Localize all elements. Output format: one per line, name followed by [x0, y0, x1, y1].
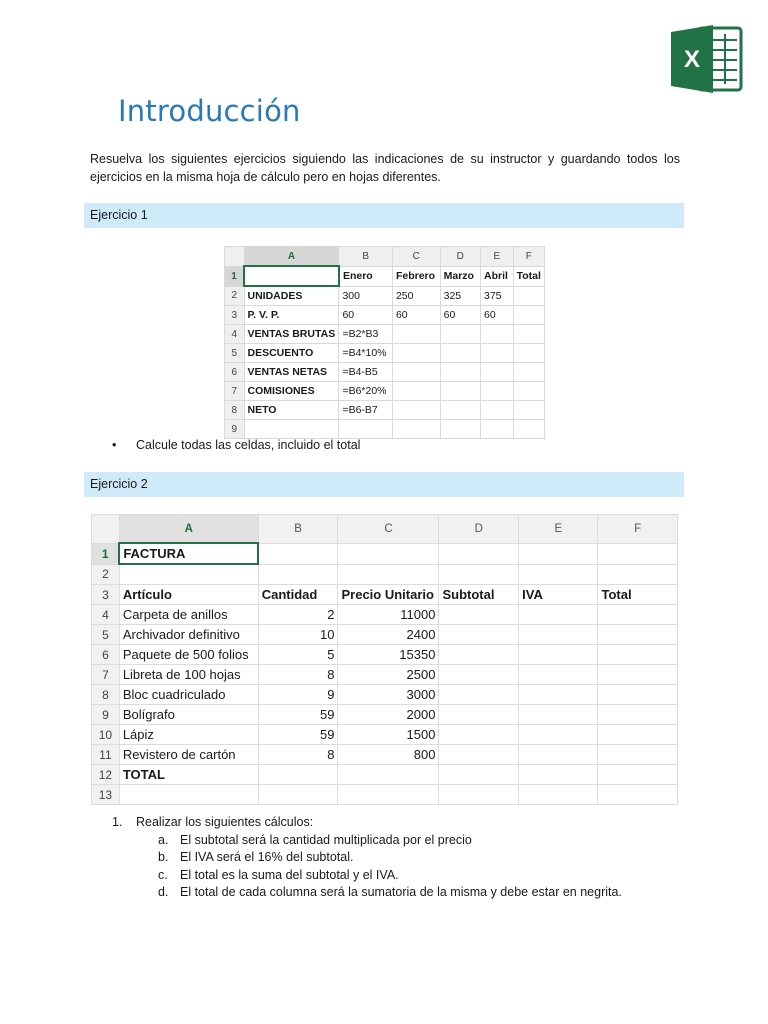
cell[interactable]: =B2*B3 — [339, 325, 393, 344]
cell[interactable]: 325 — [440, 286, 480, 306]
cell[interactable] — [480, 325, 513, 344]
cell[interactable] — [119, 564, 258, 585]
cell[interactable] — [440, 325, 480, 344]
cell[interactable]: Lápiz — [119, 725, 258, 745]
cell[interactable] — [513, 325, 544, 344]
cell[interactable] — [439, 685, 519, 705]
column-header[interactable]: F — [598, 515, 678, 544]
cell[interactable] — [119, 785, 258, 805]
row-header[interactable]: 4 — [92, 605, 120, 625]
cell[interactable] — [519, 564, 598, 585]
cell-selected[interactable]: FACTURA — [119, 543, 258, 564]
cell[interactable]: 300 — [339, 286, 393, 306]
cell[interactable]: =B4-B5 — [339, 363, 393, 382]
table-row — [92, 705, 678, 725]
list-item: • Calcule todas las celdas, incluido el total — [112, 438, 361, 452]
row-header[interactable]: 7 — [225, 382, 245, 401]
table-row — [92, 645, 678, 665]
cell[interactable] — [513, 306, 544, 325]
cell[interactable]: Total — [513, 266, 544, 286]
cell[interactable] — [513, 420, 544, 439]
cell[interactable]: Paquete de 500 folios — [119, 645, 258, 665]
cell[interactable]: 375 — [480, 286, 513, 306]
cell[interactable] — [519, 785, 598, 805]
cell[interactable] — [392, 344, 440, 363]
cell[interactable]: 9 — [258, 685, 338, 705]
cell[interactable] — [513, 382, 544, 401]
cell[interactable] — [392, 382, 440, 401]
row-header[interactable]: 6 — [92, 645, 120, 665]
cell[interactable] — [440, 382, 480, 401]
row-header[interactable]: 8 — [92, 685, 120, 705]
table-row — [225, 266, 545, 286]
bullet-dot-icon: • — [112, 438, 117, 452]
cell[interactable]: 250 — [392, 286, 440, 306]
row-header[interactable]: 8 — [225, 401, 245, 420]
list-item: 1. Realizar los siguientes cálculos: a. El subtotal será la cantidad multiplicada por el precio b. El IVA será el 16% del subtotal. c. El total es la suma del subtotal y el IVA. d. El total de cada columna será la sumatoria de la misma y debe estar en negrita. — [112, 814, 622, 902]
column-header[interactable]: E — [519, 515, 598, 544]
cell[interactable]: Archivador definitivo — [119, 625, 258, 645]
row-header[interactable]: 6 — [225, 363, 245, 382]
cell[interactable] — [480, 344, 513, 363]
cell[interactable] — [519, 625, 598, 645]
cell[interactable] — [440, 420, 480, 439]
table-row — [92, 564, 678, 585]
cell[interactable] — [439, 645, 519, 665]
cell[interactable]: Carpeta de anillos — [119, 605, 258, 625]
table-row — [225, 286, 545, 306]
ejercicio-2-instructions — [112, 814, 622, 902]
column-header[interactable]: D — [439, 515, 519, 544]
cell[interactable] — [480, 363, 513, 382]
cell[interactable] — [439, 625, 519, 645]
cell[interactable]: 2000 — [338, 705, 439, 725]
cell[interactable] — [440, 401, 480, 420]
cell[interactable] — [598, 725, 678, 745]
cell[interactable] — [439, 705, 519, 725]
cell[interactable]: Febrero — [392, 266, 440, 286]
cell[interactable]: Marzo — [440, 266, 480, 286]
cell[interactable]: Libreta de 100 hojas — [119, 665, 258, 685]
ejercicio-1-heading: Ejercicio 1 — [84, 203, 684, 228]
cell[interactable]: DESCUENTO — [244, 344, 339, 363]
cell[interactable]: Revistero de cartón — [119, 745, 258, 765]
column-header[interactable]: C — [392, 247, 440, 267]
cell[interactable] — [598, 625, 678, 645]
cell[interactable] — [439, 665, 519, 685]
cell[interactable]: 11000 — [338, 605, 439, 625]
cell[interactable]: 60 — [440, 306, 480, 325]
column-header[interactable]: B — [339, 247, 393, 267]
excel-logo-icon — [669, 22, 743, 96]
cell[interactable] — [519, 725, 598, 745]
cell[interactable]: COMISIONES — [244, 382, 339, 401]
cell[interactable]: P. V. P. — [244, 306, 339, 325]
table-row — [92, 665, 678, 685]
row-header[interactable]: 4 — [225, 325, 245, 344]
row-header[interactable]: 5 — [92, 625, 120, 645]
cell[interactable] — [338, 564, 439, 585]
cell[interactable] — [513, 401, 544, 420]
row-header[interactable]: 3 — [92, 585, 120, 605]
cell[interactable] — [598, 605, 678, 625]
cell[interactable] — [598, 745, 678, 765]
row-header[interactable]: 9 — [225, 420, 245, 439]
cell[interactable] — [439, 605, 519, 625]
column-header-row — [92, 515, 678, 544]
cell[interactable] — [338, 765, 439, 785]
cell[interactable]: 1500 — [338, 725, 439, 745]
cell[interactable]: 59 — [258, 725, 338, 745]
cell[interactable] — [480, 382, 513, 401]
cell[interactable] — [598, 785, 678, 805]
cell[interactable] — [519, 665, 598, 685]
cell[interactable] — [519, 705, 598, 725]
cell[interactable] — [519, 685, 598, 705]
cell-selected[interactable] — [244, 266, 339, 286]
row-header[interactable]: 10 — [92, 725, 120, 745]
cell[interactable]: Bloc cuadriculado — [119, 685, 258, 705]
table-row — [225, 401, 545, 420]
cell[interactable]: UNIDADES — [244, 286, 339, 306]
cell[interactable]: VENTAS NETAS — [244, 363, 339, 382]
cell[interactable] — [392, 401, 440, 420]
cell[interactable]: Artículo — [119, 585, 258, 605]
cell[interactable] — [338, 543, 439, 564]
row-header[interactable]: 1 — [92, 543, 120, 564]
cell[interactable] — [339, 420, 393, 439]
column-header[interactable]: C — [338, 515, 439, 544]
cell[interactable] — [598, 564, 678, 585]
cell[interactable] — [392, 420, 440, 439]
cell[interactable] — [519, 645, 598, 665]
cell[interactable] — [480, 420, 513, 439]
row-header[interactable]: 11 — [92, 745, 120, 765]
cell[interactable] — [439, 543, 519, 564]
table-row — [225, 325, 545, 344]
cell[interactable]: 15350 — [338, 645, 439, 665]
cell[interactable]: 5 — [258, 645, 338, 665]
table-row — [225, 382, 545, 401]
cell[interactable]: =B4*10% — [339, 344, 393, 363]
cell[interactable]: TOTAL — [119, 765, 258, 785]
cell[interactable]: Abril — [480, 266, 513, 286]
cell[interactable] — [440, 363, 480, 382]
list-item: d. El total de cada columna será la sumatoria de la misma y debe estar en negrita. — [158, 885, 622, 899]
column-header[interactable]: E — [480, 247, 513, 267]
cell[interactable]: Enero — [339, 266, 393, 286]
cell[interactable] — [439, 564, 519, 585]
column-header[interactable]: F — [513, 247, 544, 267]
cell[interactable] — [598, 665, 678, 685]
cell[interactable] — [258, 564, 338, 585]
table-row — [92, 543, 678, 564]
table-row — [92, 765, 678, 785]
cell[interactable] — [439, 785, 519, 805]
cell[interactable]: 8 — [258, 665, 338, 685]
cell[interactable] — [258, 765, 338, 785]
table-row — [92, 685, 678, 705]
cell[interactable]: 60 — [392, 306, 440, 325]
cell[interactable]: Cantidad — [258, 585, 338, 605]
cell[interactable]: 59 — [258, 705, 338, 725]
cell[interactable] — [598, 685, 678, 705]
cell[interactable] — [519, 745, 598, 765]
cell[interactable]: Bolígrafo — [119, 705, 258, 725]
cell[interactable] — [519, 605, 598, 625]
table-row — [92, 745, 678, 765]
row-header[interactable]: 2 — [92, 564, 120, 585]
cell[interactable] — [392, 363, 440, 382]
column-header-row — [225, 247, 545, 267]
column-header[interactable]: D — [440, 247, 480, 267]
row-header[interactable]: 2 — [225, 286, 245, 306]
cell[interactable]: NETO — [244, 401, 339, 420]
table-row — [92, 605, 678, 625]
table-row — [92, 585, 678, 605]
cell[interactable] — [439, 725, 519, 745]
ejercicio-1-instructions — [112, 438, 360, 452]
row-header[interactable]: 13 — [92, 785, 120, 805]
cell[interactable] — [258, 785, 338, 805]
cell[interactable]: Total — [598, 585, 678, 605]
cell[interactable]: 8 — [258, 745, 338, 765]
column-header[interactable]: A — [244, 247, 339, 267]
table-row — [225, 306, 545, 325]
table-row — [225, 363, 545, 382]
cell[interactable] — [440, 344, 480, 363]
select-all-corner[interactable] — [225, 247, 245, 267]
cell[interactable] — [513, 363, 544, 382]
cell[interactable]: 2 — [258, 605, 338, 625]
row-header[interactable]: 12 — [92, 765, 120, 785]
cell[interactable] — [513, 344, 544, 363]
row-header[interactable]: 1 — [225, 266, 245, 286]
row-header[interactable]: 3 — [225, 306, 245, 325]
cell[interactable]: 10 — [258, 625, 338, 645]
cell[interactable] — [598, 543, 678, 564]
table-row — [92, 725, 678, 745]
cell[interactable] — [258, 543, 338, 564]
column-header[interactable]: B — [258, 515, 338, 544]
cell[interactable]: =B6-B7 — [339, 401, 393, 420]
intro-paragraph: Resuelva los siguientes ejercicios siguiendo las indicaciones de su instructor y guardando todos los ejercicios en la misma hoja de cálculo pero en hojas diferentes. — [90, 152, 680, 184]
cell[interactable]: =B6*20% — [339, 382, 393, 401]
list-item: b. El IVA será el 16% del subtotal. — [158, 850, 354, 864]
row-header[interactable]: 9 — [92, 705, 120, 725]
row-header[interactable]: 5 — [225, 344, 245, 363]
ejercicio-2-spreadsheet — [91, 514, 678, 802]
column-header[interactable]: A — [119, 515, 258, 544]
cell[interactable] — [519, 543, 598, 564]
cell[interactable] — [598, 705, 678, 725]
cell[interactable]: 800 — [338, 745, 439, 765]
cell[interactable]: 60 — [480, 306, 513, 325]
select-all-corner[interactable] — [92, 515, 120, 544]
table-row — [225, 344, 545, 363]
cell[interactable]: 2400 — [338, 625, 439, 645]
page-title: Introducción — [118, 94, 301, 128]
cell[interactable] — [480, 401, 513, 420]
cell[interactable] — [513, 286, 544, 306]
cell[interactable] — [392, 325, 440, 344]
cell[interactable] — [439, 745, 519, 765]
table-row — [225, 420, 545, 439]
cell[interactable]: VENTAS BRUTAS — [244, 325, 339, 344]
cell[interactable]: 60 — [339, 306, 393, 325]
table-row — [92, 785, 678, 805]
list-item: a. El subtotal será la cantidad multiplicada por el precio — [158, 832, 472, 847]
ejercicio-1-spreadsheet — [224, 246, 545, 435]
list-item: c. El total es la suma del subtotal y el IVA. — [158, 867, 399, 882]
cell[interactable] — [439, 765, 519, 785]
cell[interactable] — [244, 420, 339, 439]
cell[interactable]: Precio Unitario — [338, 585, 439, 605]
cell[interactable] — [598, 765, 678, 785]
cell[interactable]: 3000 — [338, 685, 439, 705]
cell[interactable]: IVA — [519, 585, 598, 605]
ejercicio-2-heading: Ejercicio 2 — [84, 472, 684, 497]
cell[interactable] — [519, 765, 598, 785]
row-header[interactable]: 7 — [92, 665, 120, 685]
cell[interactable]: 2500 — [338, 665, 439, 685]
svg-text:X: X — [683, 46, 701, 73]
cell[interactable]: Subtotal — [439, 585, 519, 605]
cell[interactable] — [338, 785, 439, 805]
table-row — [92, 625, 678, 645]
sub-steps — [112, 832, 622, 902]
cell[interactable] — [598, 645, 678, 665]
